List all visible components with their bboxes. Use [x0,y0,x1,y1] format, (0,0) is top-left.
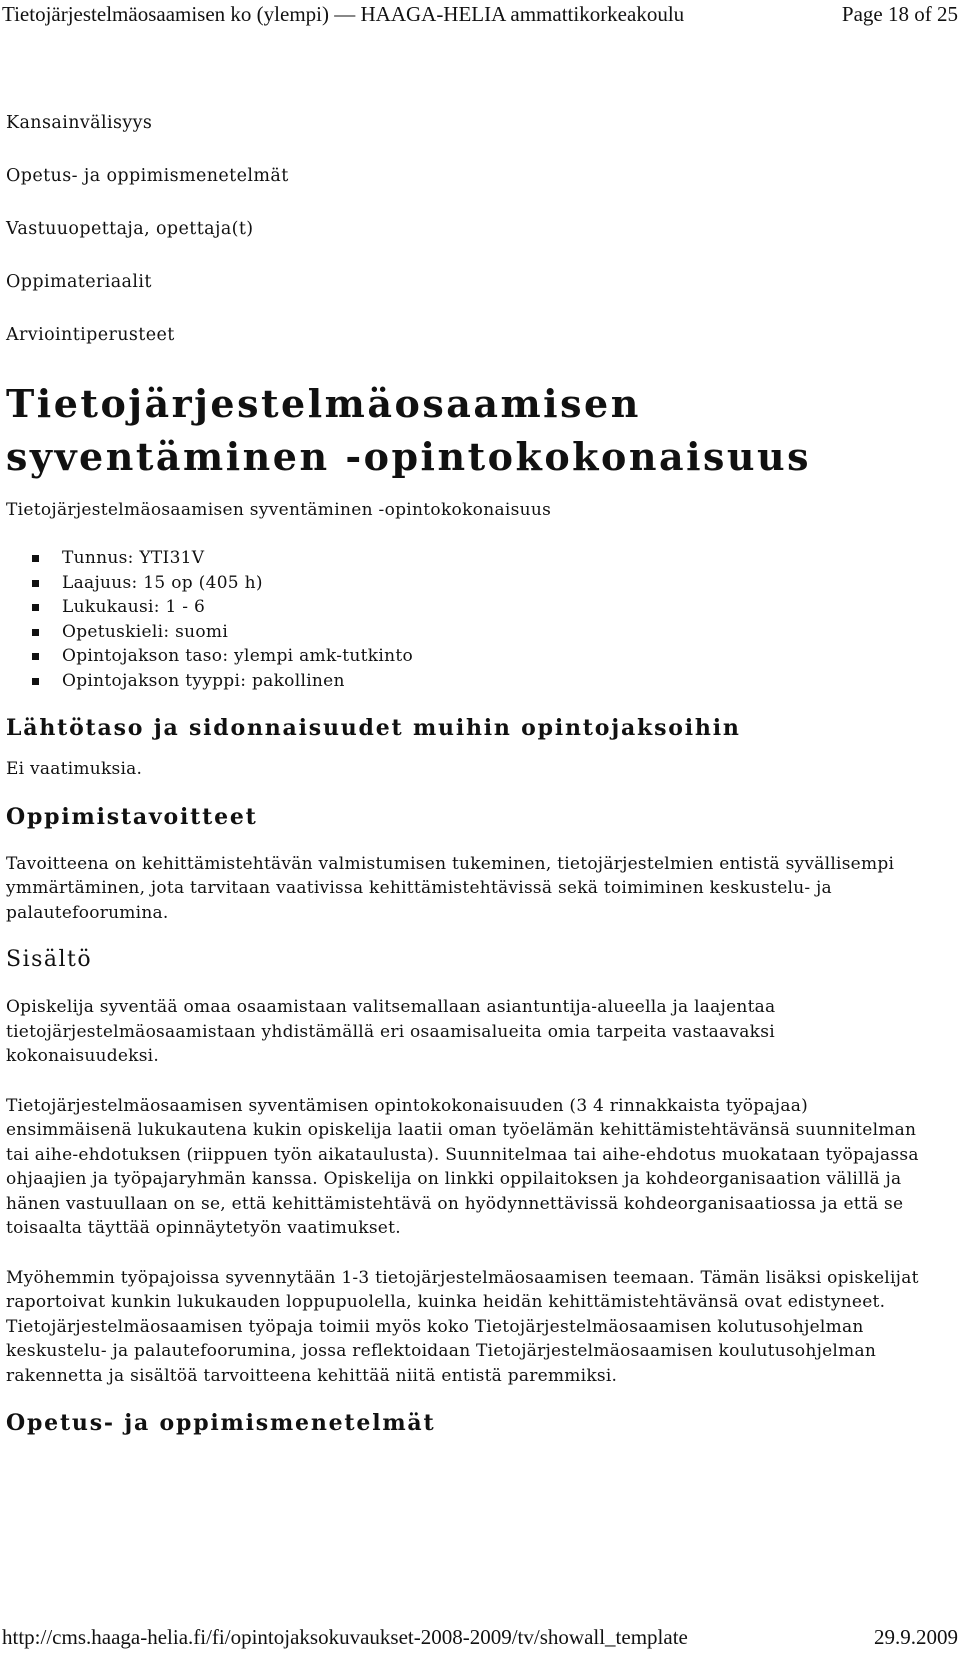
toc-item-arviointiperusteet: Arviointiperusteet [6,325,175,345]
page-footer [0,1625,960,1651]
fact-text: Opintojakson taso: ylempi amk-tutkinto [62,646,414,666]
objectives-text: Tavoitteena on kehittämistehtävän valmistumisen tukeminen, tietojärjestelmien entistä syvällisempi ymmärtäminen, jota tarvitaan vaativissa kehittämistehtävissä sekä toimiminen keskustelu- ja palautefoorumina. [6,853,895,923]
section-links [6,112,926,347]
page-header [0,2,960,28]
header-title: Tietojärjestelmäosaamisen ko (ylempi) — HAAGA-HELIA ammattikorkeakoulu [2,2,685,26]
prereq-text: Ei vaatimuksia. [6,759,143,779]
bullet-icon [32,629,39,636]
fact-text: Tunnus: YTI31V [62,548,205,568]
course-subtitle: Tietojärjestelmäosaamisen syventäminen -opintokokonaisuus [6,500,552,520]
fact-text: Opetuskieli: suomi [62,621,229,642]
bullet-icon [32,653,39,660]
prereq-heading: Lähtötaso ja sidonnaisuudet muihin opintojaksoihin [6,715,741,741]
main-content [6,112,926,1438]
bullet-icon [32,678,39,685]
fact-taso [6,644,926,669]
content-heading: Sisältö [6,947,93,972]
footer-date: 29.9.2009 [874,1625,958,1649]
objectives-heading: Oppimistavoitteet [6,803,258,830]
page-title-line2: syventäminen -opintokokonaisuus [6,434,812,479]
page-title-line1: Tietojärjestelmäosaamisen [6,381,641,426]
toc-item-vastuuopettaja: Vastuuopettaja, opettaja(t) [6,219,254,239]
fact-tyyppi [6,669,926,694]
fact-text: Laajuus: 15 op (405 h) [62,572,263,593]
footer-url: http://cms.haaga-helia.fi/fi/opintojaksokuvaukset-2008-2009/tv/showall_template [2,1625,688,1649]
page-title [6,377,926,483]
course-facts-list [6,546,926,693]
fact-lukukausi [6,595,926,620]
toc-item-oppimateriaalit: Oppimateriaalit [6,272,152,292]
toc-item-kansainvalisyys: Kansainvälisyys [6,113,153,133]
content-paragraph-1: Opiskelija syventää omaa osaamistaan valitsemallaan asiantuntija-alueella ja laajentaa tietojärjestelmäosaamistaan yhdistämällä eri osaamisalueita omia tarpeita vastaavaksi kokonaisuudeksi. [6,997,776,1066]
page-number: Page 18 of 25 [841,2,958,26]
toc-item-opetus-menetelmat: Opetus- ja oppimismenetelmät [6,166,289,186]
bullet-icon [32,555,39,562]
fact-tunnus [6,546,926,571]
content-paragraph-3: Myöhemmin työpajoissa syvennytään 1-3 tietojärjestelmäosaamisen teemaan. Tämän lisäksi opiskelijat raportoivat kunkin lukukauden loppupuolella, kuinka heidän kehittämistehtävänsä ovat edistyneet. Tietojärjestelmäosaamisen työpaja toimii myös koko Tietojärjestelmäosaamisen kolutusohjelman keskustelu- ja palautefoorumina, jossa reflektoidaan Tietojärjestelmäosaamisen koulutusohjelman rakennetta ja sisältöä tarvoitteena kehittää niitä entistä paremmiksi. [6,1267,919,1386]
bullet-icon [32,604,39,611]
methods-heading: Opetus- ja oppimismenetelmät [6,1410,436,1436]
fact-text: Lukukausi: 1 - 6 [62,597,206,617]
fact-laajuus [6,571,926,596]
content-paragraph-2: Tietojärjestelmäosaamisen syventämisen opintokokonaisuuden (3 4 rinnakkaista työpajaa) ensimmäisenä lukukautena kukin opiskelija laatii oman työelämän kehittämistehtävänsä suunnitelman tai aihe-ehdotuksen (riippuen työn aikataulusta). Suunnitelmaa tai aihe-ehdotus muokataan työpajassa ohjaajien ja työpajaryhmän kanssa. Opiskelija on linkki oppilaitoksen ja kohdeorganisaation välillä ja hänen vastuullaan on se, että kehittämistehtävä on hyödynnettävissä kohdeorganisaatiossa ja että se toisaalta täyttää opinnäytetyön vaatimukset. [6,1095,919,1238]
fact-text: Opintojakson tyyppi: pakollinen [62,670,345,691]
fact-opetuskieli [6,620,926,645]
bullet-icon [32,580,39,587]
